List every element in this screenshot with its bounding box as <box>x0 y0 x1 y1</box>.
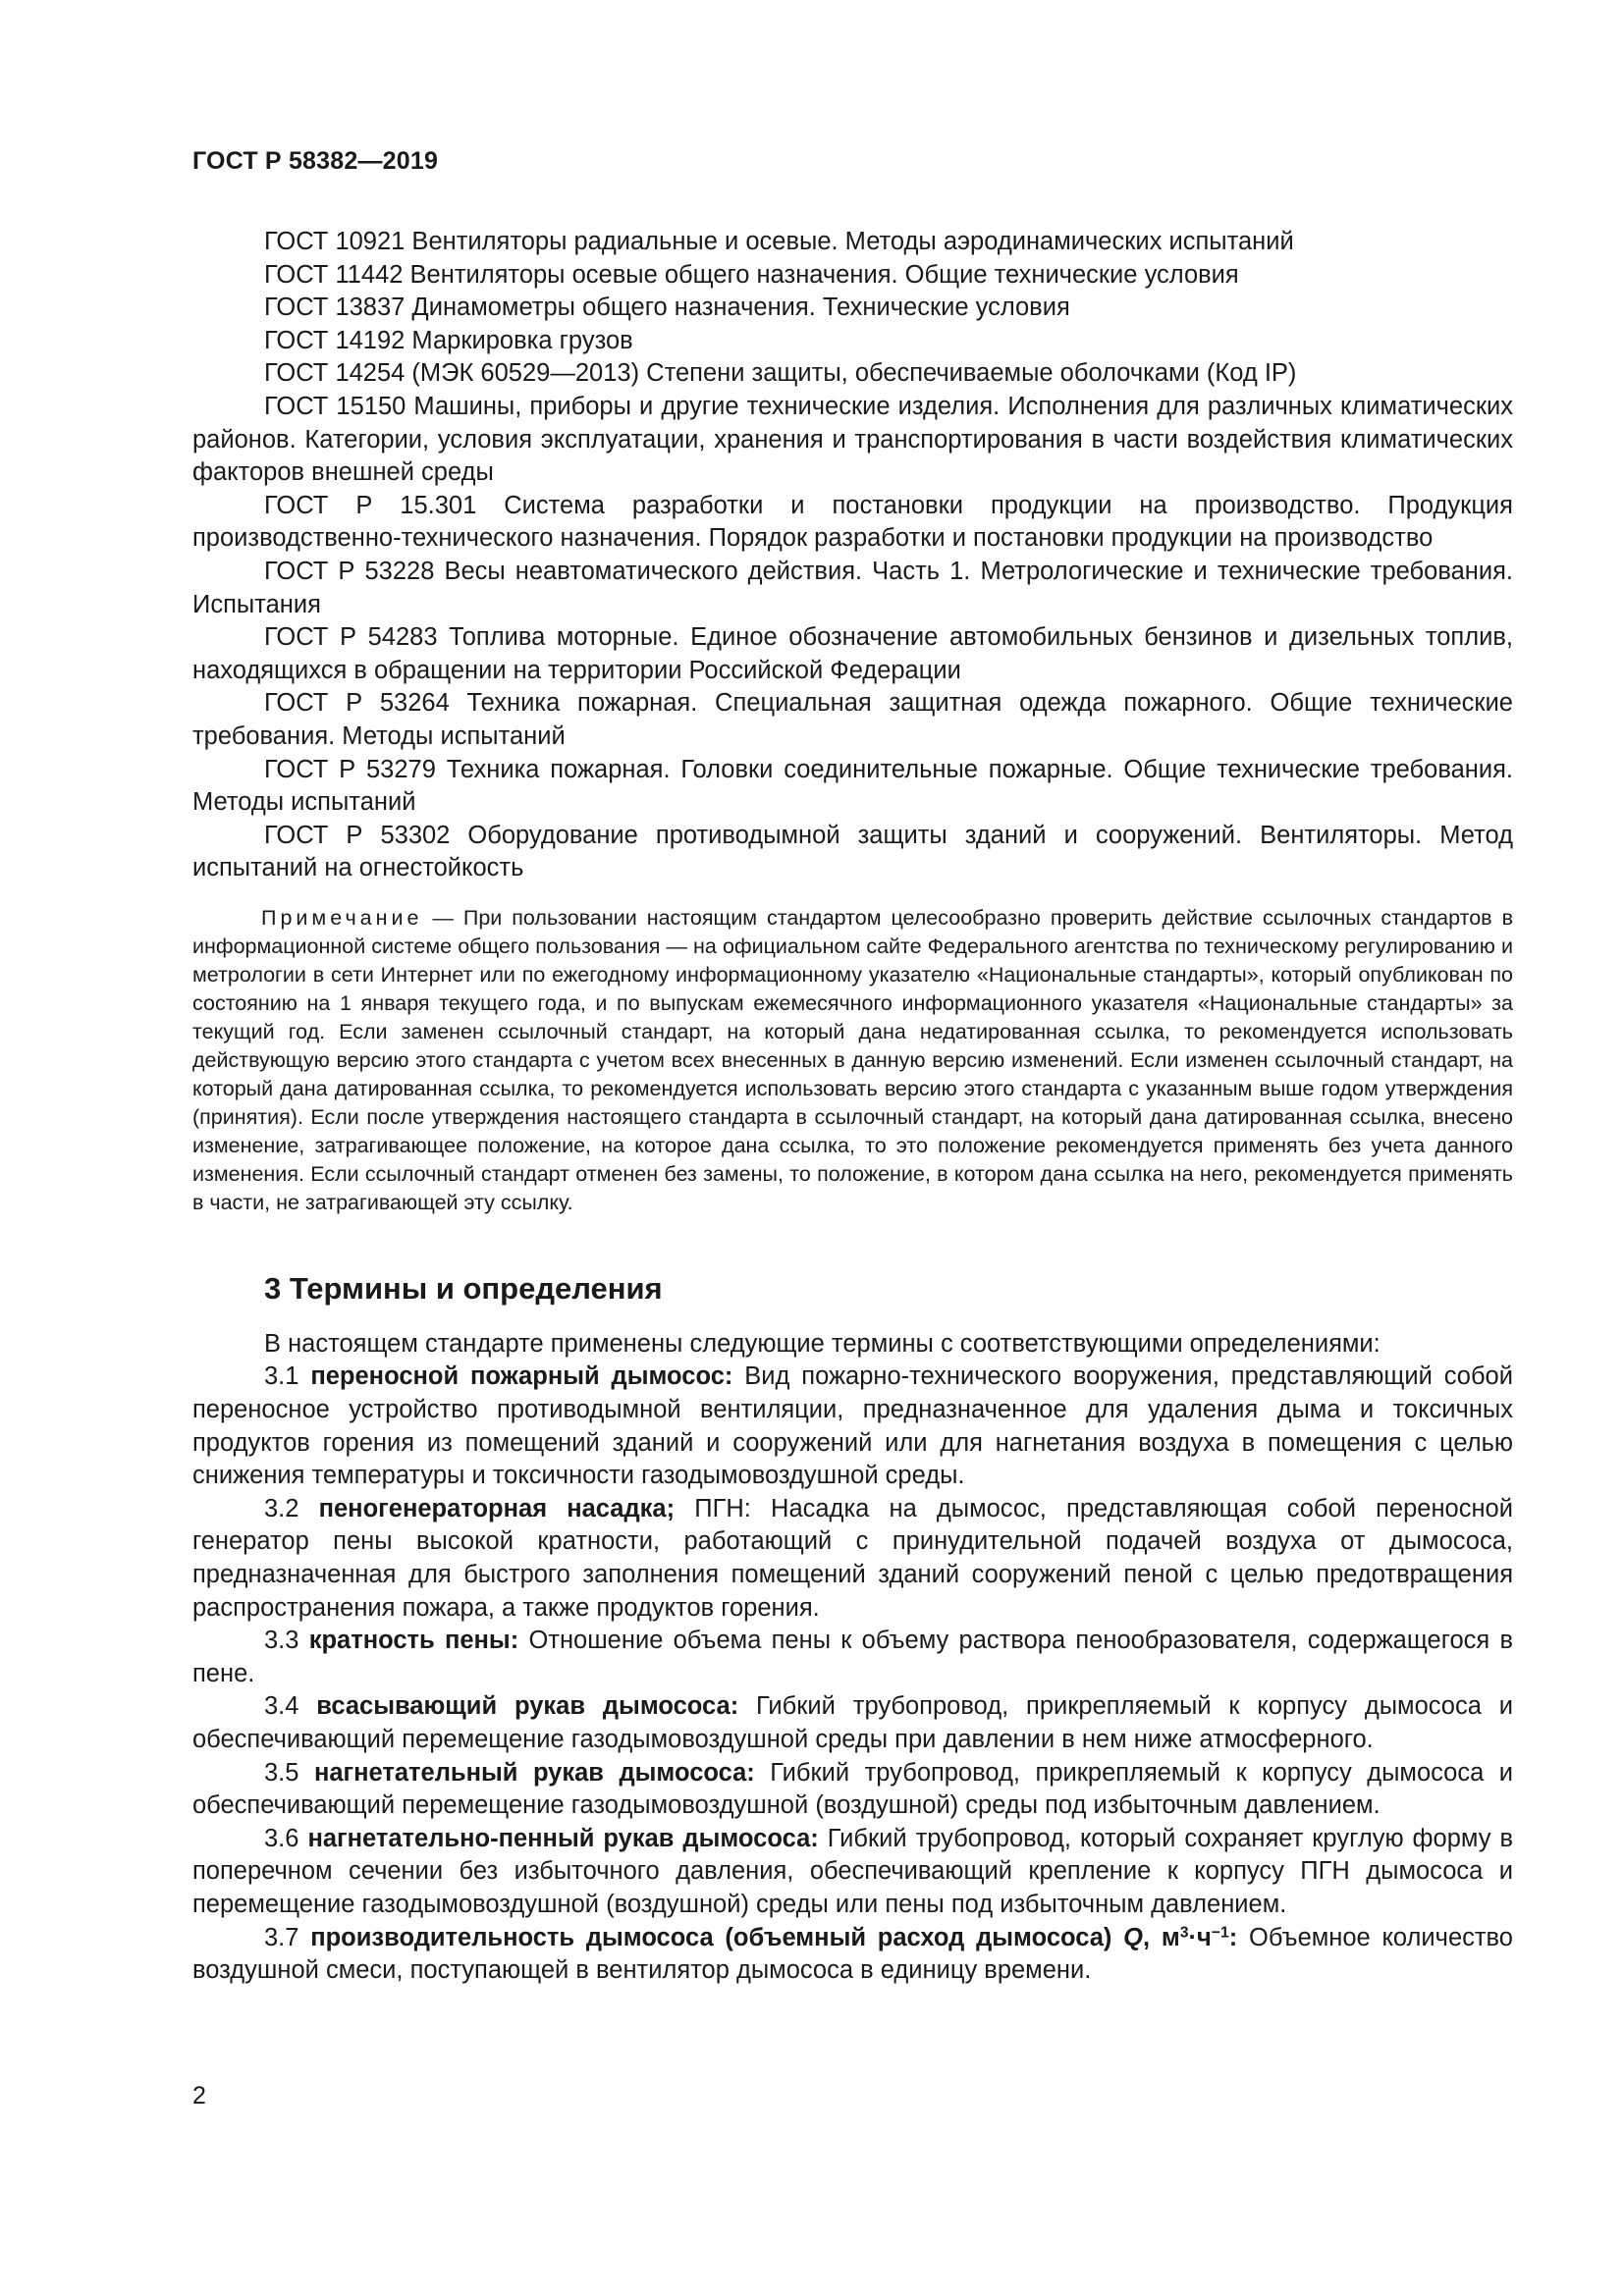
term-number: 3.7 <box>264 1923 311 1951</box>
unit-exponent: −1 <box>1211 1923 1229 1941</box>
term-text: Гибкий трубопровод, прикрепляемый к корпусу дымососа и обеспечивающий перемещение газодымовоздушной (воздушной) среды под избыточным давлением. <box>192 1758 1513 1820</box>
reference-item: ГОСТ 13837 Динамометры общего назначения. Технические условия <box>264 294 1070 322</box>
term-text: Отношение объема пены к объему раствора пенообразователя, содержащегося в пене. <box>192 1627 1513 1687</box>
page-number: 2 <box>192 2082 206 2109</box>
term-text: ПГН: Насадка на дымосос, представляющая собой переносной генератор пены высокой кратности, работающий с принудительной подачей воздуха от дымососа, предназначенная для быстрого заполнения помещений зданий сооружений пеной с целью предотвращения распространения пожара, а также продуктов горения. <box>192 1494 1513 1622</box>
reference-item: ГОСТ Р 53228 Весы неавтоматического действия. Часть 1. Метрологические и технические требования. Испытания <box>192 557 1513 618</box>
term-number: 3.1 <box>264 1362 311 1391</box>
reference-item: ГОСТ Р 53302 Оборудование противодымной защиты зданий и сооружений. Вентиляторы. Метод испытаний на огнестойкость <box>192 821 1513 882</box>
reference-item: ГОСТ Р 54283 Топлива моторные. Единое обозначение автомобильных бензинов и дизельных топлив, находящихся в обращении на территории Российской Федерации <box>192 623 1513 684</box>
term-text: Вид пожарно-технического вооружения, представляющий собой переносное устройство противодымной вентиляции, предназначенное для удаления дыма и токсичных продуктов горения из помещений зданий и сооружений или для нагнетания воздуха в помещения с целью снижения температуры и токсичности газодымовоздушной среды. <box>192 1362 1513 1490</box>
term-name: всасывающий рукав дымососа: <box>316 1692 739 1721</box>
term-text: Гибкий трубопровод, прикрепляемый к корпусу дымососа и обеспечивающий перемещение газодымовоздушной среды при давлении в нем ниже атмосферного. <box>192 1692 1513 1753</box>
term-definition <box>192 1625 1513 1690</box>
term-name-text: производительность дымососа (объемный расход дымососа) <box>310 1923 1124 1951</box>
reference-item: ГОСТ 15150 Машины, приборы и другие технические изделия. Исполнения для различных климатических районов. Категории, условия эксплуатации, хранения и транспортирования в части воздействия климатических факторов внешней среды <box>192 392 1513 487</box>
document-header: ГОСТ Р 58382—2019 <box>192 147 439 175</box>
term-definition <box>192 1922 1513 1988</box>
term-name: переносной пожарный дымосос: <box>310 1362 733 1391</box>
unit-exponent: 3 <box>1179 1923 1189 1941</box>
note-paragraph <box>192 904 1513 1217</box>
section-intro: В настоящем стандарте применены следующие термины с соответствующими определениями: <box>264 1329 1380 1358</box>
term-colon: : <box>1228 1923 1238 1951</box>
term-definition <box>192 1823 1513 1922</box>
reference-item: ГОСТ 14192 Маркировка грузов <box>264 326 633 354</box>
term-definition <box>192 1493 1513 1625</box>
note-text: — При пользовании настоящим стандартом целесообразно проверить действие ссылочных стандартов в информационной системе общего пользования — на официальном сайте Федерального агентства по техническому регулированию и метрологии в сети Интернет или по ежегодному информационному указателю «Национальные стандарты», который опубликован по состоянию на 1 января текущего года, и по выпускам ежемесячного информационного указателя «Национальные стандарты» за текущий год. Если заменен ссылочный стандарт, на который дана недатированная ссылка, то рекомендуется использовать действующую версию этого стандарта с учетом всех внесенных в данную версию изменений. Если изменен ссылочный стандарт, на который дана датированная ссылка, то рекомендуется использовать версию этого стандарта с указанным выше годом утверждения (принятия). Если после утверждения настоящего стандарта в ссылочный стандарт, на который дана датированная ссылка, внесено изменение, затрагивающее положение, на которое дана ссылка, то это положение рекомендуется применять без учета данного изменения. Если ссылочный стандарт отменен без замены, то положение, в котором дана ссылка на него, рекомендуется применять в части, не затрагивающей эту ссылку. <box>192 905 1513 1214</box>
reference-item: ГОСТ 11442 Вентиляторы осевые общего назначения. Общие технические условия <box>264 260 1239 289</box>
term-number: 3.3 <box>264 1627 309 1655</box>
reference-item: ГОСТ Р 53279 Техника пожарная. Головки соединительные пожарные. Общие технические требования. Методы испытаний <box>192 755 1513 817</box>
term-definition <box>192 1361 1513 1492</box>
reference-item: ГОСТ Р 53264 Техника пожарная. Специальная защитная одежда пожарного. Общие технические требования. Методы испытаний <box>192 689 1513 750</box>
note-label: Примечание <box>261 905 423 930</box>
references-list <box>192 226 1513 885</box>
reference-item: ГОСТ 10921 Вентиляторы радиальные и осевые. Методы аэродинамических испытаний <box>264 228 1294 255</box>
term-number: 3.4 <box>264 1692 317 1721</box>
page-content <box>192 226 1513 1988</box>
term-symbol: Q <box>1123 1923 1143 1951</box>
term-definition <box>192 1690 1513 1756</box>
reference-item: ГОСТ 14254 (МЭК 60529—2013) Степени защиты, обеспечиваемые оболочками (Код IP) <box>264 359 1297 388</box>
reference-item: ГОСТ Р 15.301 Система разработки и постановки продукции на производство. Продукция производственно-технического назначения. Порядок разработки и постановки продукции на производство <box>192 491 1513 553</box>
term-text: Объемное количество воздушной смеси, поступающей в вентилятор дымососа в единицу времени. <box>192 1923 1513 1985</box>
term-name <box>310 1924 1237 1951</box>
term-number: 3.6 <box>264 1824 308 1852</box>
term-number: 3.2 <box>264 1494 319 1522</box>
term-name: нагнетательно-пенный рукав дымососа: <box>307 1824 819 1852</box>
term-name: пеногенераторная насадка; <box>318 1494 676 1522</box>
term-number: 3.5 <box>264 1758 314 1787</box>
term-definition <box>192 1757 1513 1823</box>
term-name: кратность пены: <box>308 1627 519 1655</box>
section-title: 3 Термины и определения <box>264 1270 663 1306</box>
unit-prefix: , м <box>1143 1923 1180 1951</box>
term-name: нагнетательный рукав дымососа: <box>313 1758 755 1787</box>
unit-middle: ·ч <box>1188 1923 1212 1951</box>
term-text: Гибкий трубопровод, который сохраняет круглую форму в поперечном сечении без избыточного давления, обеспечивающий крепление к корпусу ПГН дымососа и перемещение газодымовоздушной (воздушной) среды или пены под избыточным давлением. <box>192 1824 1513 1918</box>
